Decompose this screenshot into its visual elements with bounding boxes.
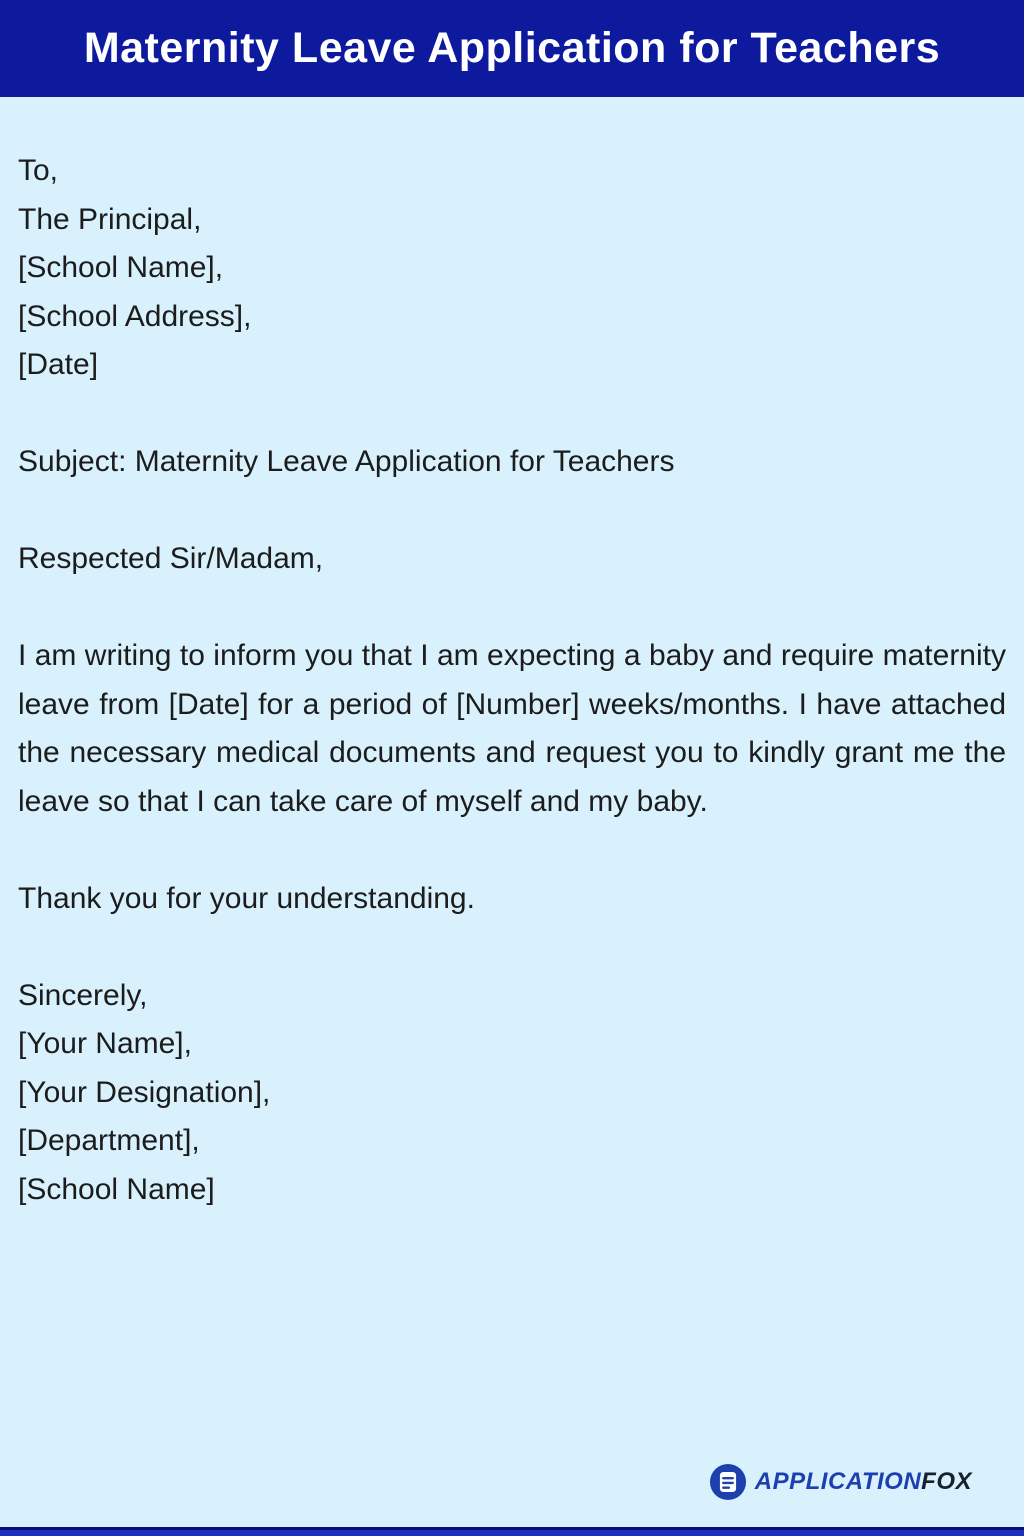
recipient-line: To, [18, 154, 59, 187]
recipient-line: [School Address], [18, 299, 252, 333]
recipient-line: The Principal, [18, 202, 202, 236]
signature-line: [School Name] [18, 1172, 215, 1206]
subject-line: Subject: Maternity Leave Application for Teachers [18, 445, 675, 478]
recipient-line: [School Name], [18, 251, 224, 284]
recipient-block [18, 147, 1006, 390]
document-circle-icon [709, 1463, 747, 1501]
signature-block [18, 972, 1006, 1215]
signature-line: [Department], [18, 1124, 200, 1157]
page-title: Maternity Leave Application for Teachers [83, 24, 941, 72]
header-banner [0, 0, 1024, 97]
thanks-line: Thank you for your understanding. [18, 881, 475, 915]
closing-line: Sincerely, [18, 978, 148, 1012]
recipient-line: [Date] [18, 348, 99, 381]
bottom-accent-bar [0, 1527, 1024, 1536]
signature-line: [Your Name], [18, 1027, 192, 1060]
brand-wordmark-primary: APPLICATION [754, 1468, 922, 1495]
signature-line: [Your Designation], [18, 1075, 271, 1109]
brand-wordmark [755, 1468, 972, 1496]
body-paragraph: I am writing to inform you that I am expecting a baby and require maternity leave from [Date] for a period of [Number] weeks/months. I have attached the necessary medical documents and request you to kindly grant me the leave so that I can take care of myself and my baby. [18, 639, 1006, 818]
salutation-line: Respected Sir/Madam, [18, 542, 324, 575]
brand-logo [709, 1462, 972, 1502]
brand-wordmark-secondary: FOX [921, 1468, 972, 1495]
letter-body [0, 97, 1024, 1214]
